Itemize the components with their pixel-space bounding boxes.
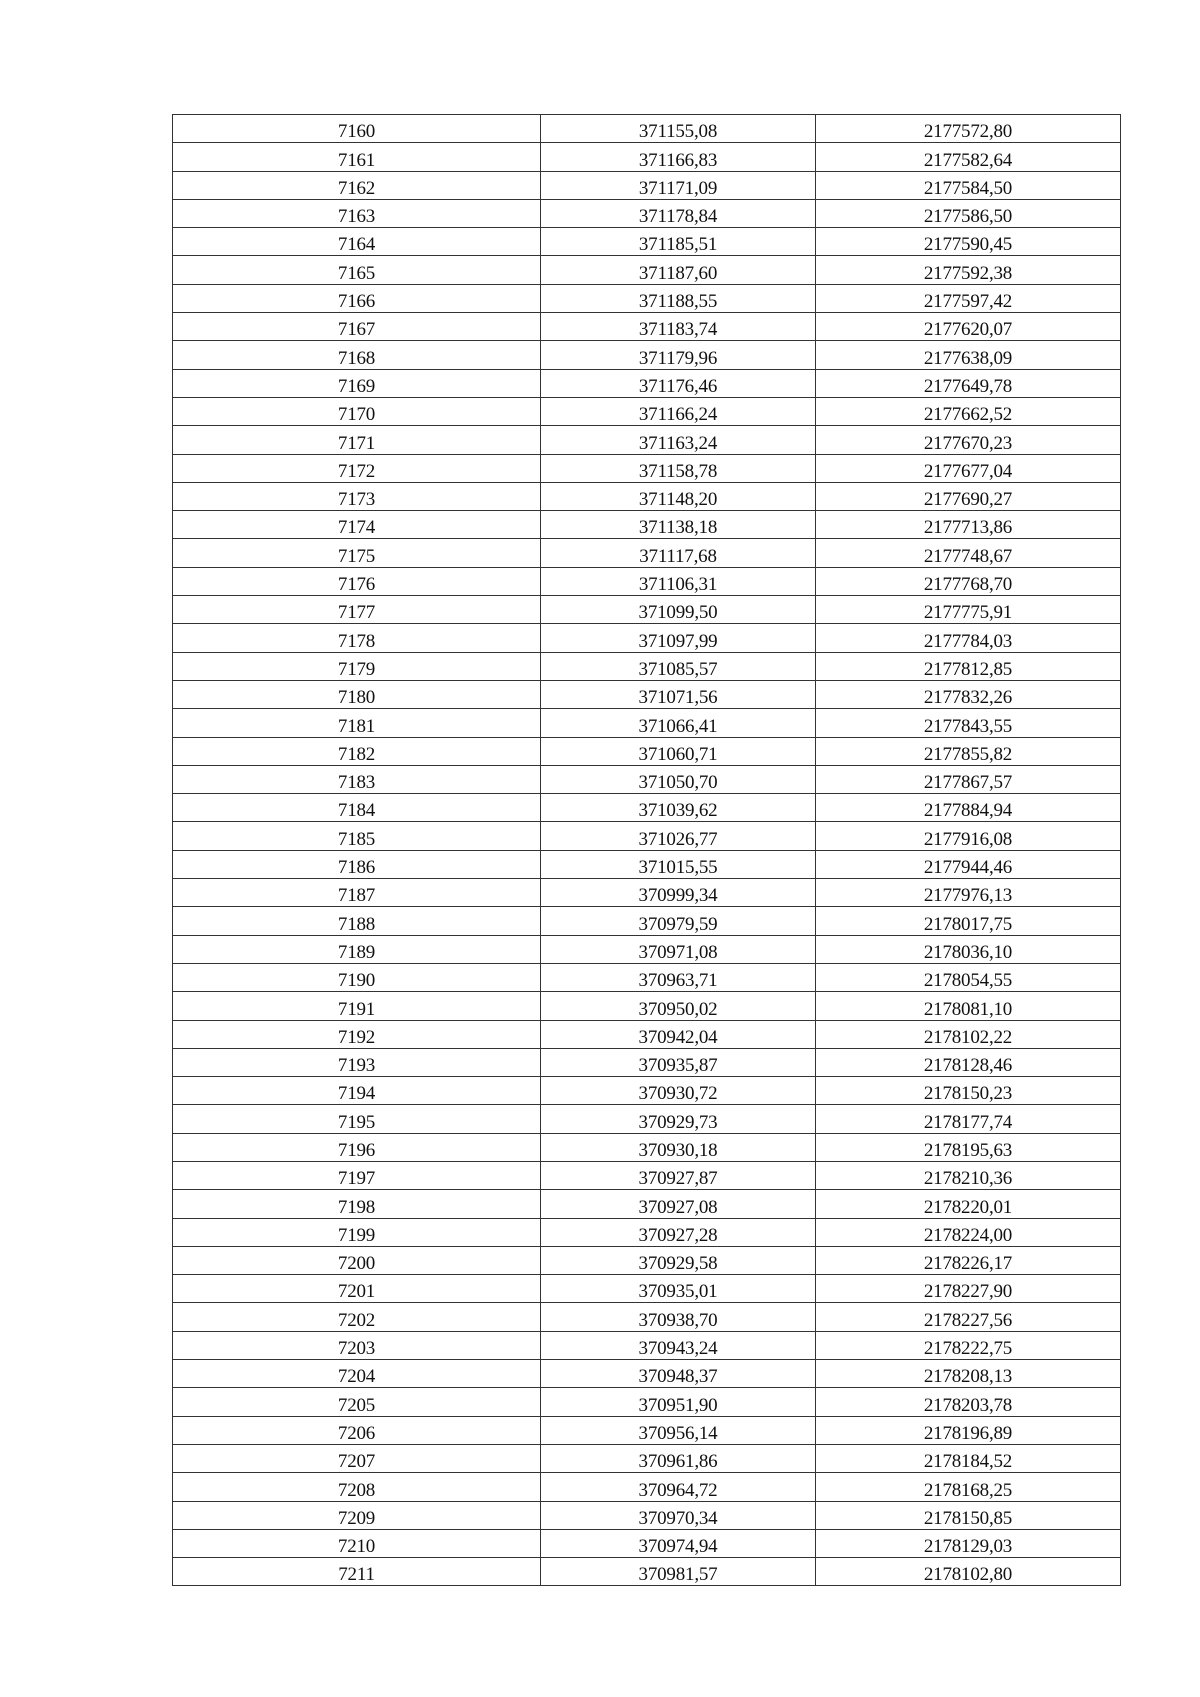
table-row	[173, 567, 1121, 595]
table-row	[173, 624, 1121, 652]
y-coordinate-cell: 2177590,45	[816, 228, 1121, 256]
x-coordinate-cell: 370935,01	[541, 1275, 816, 1303]
x-coordinate-cell: 371176,46	[541, 369, 816, 397]
table-row	[173, 284, 1121, 312]
y-coordinate-cell: 2178102,80	[816, 1558, 1121, 1586]
x-coordinate-cell: 371163,24	[541, 426, 816, 454]
y-coordinate-cell: 2177867,57	[816, 765, 1121, 793]
point-number-cell: 7199	[173, 1218, 541, 1246]
table-row	[173, 1388, 1121, 1416]
table-row	[173, 228, 1121, 256]
point-number-cell: 7194	[173, 1077, 541, 1105]
point-number-cell: 7189	[173, 935, 541, 963]
x-coordinate-cell: 371178,84	[541, 199, 816, 227]
x-coordinate-cell: 370935,87	[541, 1048, 816, 1076]
y-coordinate-cell: 2178177,74	[816, 1105, 1121, 1133]
point-number-cell: 7166	[173, 284, 541, 312]
table-row	[173, 199, 1121, 227]
x-coordinate-cell: 370929,73	[541, 1105, 816, 1133]
x-coordinate-cell: 370930,72	[541, 1077, 816, 1105]
y-coordinate-cell: 2177768,70	[816, 567, 1121, 595]
point-number-cell: 7191	[173, 992, 541, 1020]
table-row	[173, 1048, 1121, 1076]
y-coordinate-cell: 2178017,75	[816, 907, 1121, 935]
x-coordinate-cell: 371085,57	[541, 652, 816, 680]
point-number-cell: 7183	[173, 765, 541, 793]
y-coordinate-cell: 2178222,75	[816, 1331, 1121, 1359]
x-coordinate-cell: 370950,02	[541, 992, 816, 1020]
point-number-cell: 7174	[173, 511, 541, 539]
x-coordinate-cell: 370956,14	[541, 1416, 816, 1444]
point-number-cell: 7184	[173, 794, 541, 822]
point-number-cell: 7204	[173, 1360, 541, 1388]
x-coordinate-cell: 371185,51	[541, 228, 816, 256]
point-number-cell: 7206	[173, 1416, 541, 1444]
y-coordinate-cell: 2177620,07	[816, 313, 1121, 341]
x-coordinate-cell: 371158,78	[541, 454, 816, 482]
point-number-cell: 7198	[173, 1190, 541, 1218]
x-coordinate-cell: 370942,04	[541, 1020, 816, 1048]
y-coordinate-cell: 2177670,23	[816, 426, 1121, 454]
table-row	[173, 313, 1121, 341]
y-coordinate-cell: 2178081,10	[816, 992, 1121, 1020]
point-number-cell: 7160	[173, 115, 541, 143]
y-coordinate-cell: 2178128,46	[816, 1048, 1121, 1076]
point-number-cell: 7200	[173, 1246, 541, 1274]
x-coordinate-cell: 371138,18	[541, 511, 816, 539]
y-coordinate-cell: 2177582,64	[816, 143, 1121, 171]
y-coordinate-cell: 2178150,85	[816, 1501, 1121, 1529]
table-row	[173, 482, 1121, 510]
point-number-cell: 7185	[173, 822, 541, 850]
y-coordinate-cell: 2178036,10	[816, 935, 1121, 963]
table-row	[173, 1275, 1121, 1303]
y-coordinate-cell: 2178129,03	[816, 1529, 1121, 1557]
point-number-cell: 7164	[173, 228, 541, 256]
point-number-cell: 7168	[173, 341, 541, 369]
table-row	[173, 1331, 1121, 1359]
x-coordinate-cell: 370927,28	[541, 1218, 816, 1246]
x-coordinate-cell: 370971,08	[541, 935, 816, 963]
x-coordinate-cell: 371026,77	[541, 822, 816, 850]
point-number-cell: 7169	[173, 369, 541, 397]
y-coordinate-cell: 2177832,26	[816, 680, 1121, 708]
y-coordinate-cell: 2178054,55	[816, 963, 1121, 991]
y-coordinate-cell: 2177662,52	[816, 397, 1121, 425]
table-row	[173, 1416, 1121, 1444]
table-row	[173, 652, 1121, 680]
x-coordinate-cell: 371155,08	[541, 115, 816, 143]
y-coordinate-cell: 2178196,89	[816, 1416, 1121, 1444]
point-number-cell: 7171	[173, 426, 541, 454]
y-coordinate-cell: 2177586,50	[816, 199, 1121, 227]
table-row	[173, 171, 1121, 199]
x-coordinate-cell: 370943,24	[541, 1331, 816, 1359]
x-coordinate-cell: 370948,37	[541, 1360, 816, 1388]
table-row	[173, 143, 1121, 171]
y-coordinate-cell: 2177944,46	[816, 850, 1121, 878]
point-number-cell: 7187	[173, 879, 541, 907]
point-number-cell: 7186	[173, 850, 541, 878]
table-row	[173, 822, 1121, 850]
y-coordinate-cell: 2177843,55	[816, 709, 1121, 737]
y-coordinate-cell: 2177597,42	[816, 284, 1121, 312]
table-row	[173, 1161, 1121, 1189]
table-row	[173, 963, 1121, 991]
point-number-cell: 7193	[173, 1048, 541, 1076]
coordinates-table	[172, 114, 1121, 1586]
point-number-cell: 7178	[173, 624, 541, 652]
x-coordinate-cell: 371050,70	[541, 765, 816, 793]
point-number-cell: 7180	[173, 680, 541, 708]
y-coordinate-cell: 2177855,82	[816, 737, 1121, 765]
x-coordinate-cell: 370927,08	[541, 1190, 816, 1218]
table-row	[173, 709, 1121, 737]
point-number-cell: 7172	[173, 454, 541, 482]
x-coordinate-cell: 370999,34	[541, 879, 816, 907]
x-coordinate-cell: 371039,62	[541, 794, 816, 822]
table-row	[173, 397, 1121, 425]
x-coordinate-cell: 371166,83	[541, 143, 816, 171]
table-row	[173, 1077, 1121, 1105]
x-coordinate-cell: 371066,41	[541, 709, 816, 737]
x-coordinate-cell: 371188,55	[541, 284, 816, 312]
x-coordinate-cell: 371015,55	[541, 850, 816, 878]
x-coordinate-cell: 370963,71	[541, 963, 816, 991]
y-coordinate-cell: 2177812,85	[816, 652, 1121, 680]
y-coordinate-cell: 2177976,13	[816, 879, 1121, 907]
point-number-cell: 7161	[173, 143, 541, 171]
y-coordinate-cell: 2178168,25	[816, 1473, 1121, 1501]
x-coordinate-cell: 370930,18	[541, 1133, 816, 1161]
point-number-cell: 7165	[173, 256, 541, 284]
table-row	[173, 454, 1121, 482]
point-number-cell: 7162	[173, 171, 541, 199]
y-coordinate-cell: 2178203,78	[816, 1388, 1121, 1416]
table-row	[173, 341, 1121, 369]
y-coordinate-cell: 2177572,80	[816, 115, 1121, 143]
x-coordinate-cell: 371097,99	[541, 624, 816, 652]
point-number-cell: 7211	[173, 1558, 541, 1586]
x-coordinate-cell: 371166,24	[541, 397, 816, 425]
table-row	[173, 115, 1121, 143]
y-coordinate-cell: 2177884,94	[816, 794, 1121, 822]
table-row	[173, 1303, 1121, 1331]
x-coordinate-cell: 371187,60	[541, 256, 816, 284]
table-row	[173, 1133, 1121, 1161]
table-row	[173, 1020, 1121, 1048]
table-row	[173, 850, 1121, 878]
point-number-cell: 7175	[173, 539, 541, 567]
y-coordinate-cell: 2178102,22	[816, 1020, 1121, 1048]
point-number-cell: 7177	[173, 596, 541, 624]
table-row	[173, 935, 1121, 963]
x-coordinate-cell: 370979,59	[541, 907, 816, 935]
x-coordinate-cell: 370970,34	[541, 1501, 816, 1529]
y-coordinate-cell: 2178210,36	[816, 1161, 1121, 1189]
point-number-cell: 7207	[173, 1444, 541, 1472]
point-number-cell: 7176	[173, 567, 541, 595]
table-row	[173, 794, 1121, 822]
point-number-cell: 7196	[173, 1133, 541, 1161]
table-row	[173, 1360, 1121, 1388]
point-number-cell: 7201	[173, 1275, 541, 1303]
y-coordinate-cell: 2177592,38	[816, 256, 1121, 284]
y-coordinate-cell: 2178150,23	[816, 1077, 1121, 1105]
x-coordinate-cell: 371071,56	[541, 680, 816, 708]
point-number-cell: 7209	[173, 1501, 541, 1529]
x-coordinate-cell: 371171,09	[541, 171, 816, 199]
y-coordinate-cell: 2177649,78	[816, 369, 1121, 397]
point-number-cell: 7203	[173, 1331, 541, 1359]
y-coordinate-cell: 2178226,17	[816, 1246, 1121, 1274]
table-row	[173, 1529, 1121, 1557]
point-number-cell: 7163	[173, 199, 541, 227]
point-number-cell: 7167	[173, 313, 541, 341]
y-coordinate-cell: 2177690,27	[816, 482, 1121, 510]
table-row	[173, 1218, 1121, 1246]
table-row	[173, 1444, 1121, 1472]
y-coordinate-cell: 2178227,56	[816, 1303, 1121, 1331]
point-number-cell: 7173	[173, 482, 541, 510]
y-coordinate-cell: 2178195,63	[816, 1133, 1121, 1161]
x-coordinate-cell: 371179,96	[541, 341, 816, 369]
table-row	[173, 1246, 1121, 1274]
y-coordinate-cell: 2177677,04	[816, 454, 1121, 482]
table-row	[173, 680, 1121, 708]
x-coordinate-cell: 370961,86	[541, 1444, 816, 1472]
y-coordinate-cell: 2177916,08	[816, 822, 1121, 850]
x-coordinate-cell: 370951,90	[541, 1388, 816, 1416]
table-row	[173, 369, 1121, 397]
point-number-cell: 7210	[173, 1529, 541, 1557]
table-row	[173, 765, 1121, 793]
x-coordinate-cell: 370938,70	[541, 1303, 816, 1331]
point-number-cell: 7179	[173, 652, 541, 680]
point-number-cell: 7188	[173, 907, 541, 935]
x-coordinate-cell: 371183,74	[541, 313, 816, 341]
x-coordinate-cell: 370927,87	[541, 1161, 816, 1189]
table-row	[173, 511, 1121, 539]
coordinates-table-body	[173, 115, 1121, 1586]
table-row	[173, 992, 1121, 1020]
point-number-cell: 7202	[173, 1303, 541, 1331]
x-coordinate-cell: 371106,31	[541, 567, 816, 595]
y-coordinate-cell: 2177775,91	[816, 596, 1121, 624]
point-number-cell: 7195	[173, 1105, 541, 1133]
x-coordinate-cell: 370964,72	[541, 1473, 816, 1501]
table-row	[173, 256, 1121, 284]
x-coordinate-cell: 371060,71	[541, 737, 816, 765]
x-coordinate-cell: 371099,50	[541, 596, 816, 624]
y-coordinate-cell: 2178184,52	[816, 1444, 1121, 1472]
y-coordinate-cell: 2178227,90	[816, 1275, 1121, 1303]
point-number-cell: 7205	[173, 1388, 541, 1416]
x-coordinate-cell: 371148,20	[541, 482, 816, 510]
point-number-cell: 7170	[173, 397, 541, 425]
y-coordinate-cell: 2178220,01	[816, 1190, 1121, 1218]
y-coordinate-cell: 2177584,50	[816, 171, 1121, 199]
y-coordinate-cell: 2177748,67	[816, 539, 1121, 567]
table-row	[173, 907, 1121, 935]
table-row	[173, 737, 1121, 765]
table-row	[173, 1501, 1121, 1529]
y-coordinate-cell: 2178224,00	[816, 1218, 1121, 1246]
point-number-cell: 7190	[173, 963, 541, 991]
point-number-cell: 7208	[173, 1473, 541, 1501]
table-row	[173, 879, 1121, 907]
x-coordinate-cell: 371117,68	[541, 539, 816, 567]
y-coordinate-cell: 2178208,13	[816, 1360, 1121, 1388]
table-row	[173, 1558, 1121, 1586]
table-row	[173, 539, 1121, 567]
y-coordinate-cell: 2177638,09	[816, 341, 1121, 369]
point-number-cell: 7197	[173, 1161, 541, 1189]
table-row	[173, 426, 1121, 454]
point-number-cell: 7182	[173, 737, 541, 765]
y-coordinate-cell: 2177784,03	[816, 624, 1121, 652]
x-coordinate-cell: 370981,57	[541, 1558, 816, 1586]
x-coordinate-cell: 370974,94	[541, 1529, 816, 1557]
point-number-cell: 7192	[173, 1020, 541, 1048]
table-row	[173, 1190, 1121, 1218]
table-row	[173, 1473, 1121, 1501]
y-coordinate-cell: 2177713,86	[816, 511, 1121, 539]
point-number-cell: 7181	[173, 709, 541, 737]
table-row	[173, 596, 1121, 624]
x-coordinate-cell: 370929,58	[541, 1246, 816, 1274]
table-row	[173, 1105, 1121, 1133]
